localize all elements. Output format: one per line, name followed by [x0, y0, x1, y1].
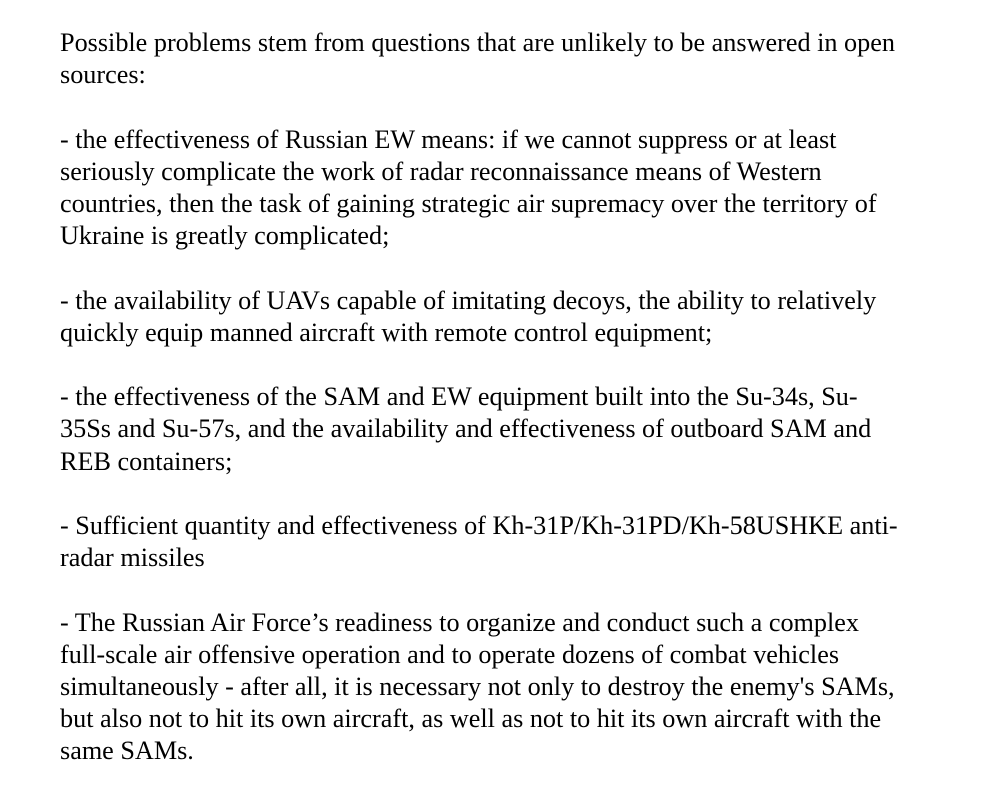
list-item-ew-effectiveness: - the effectiveness of Russian EW means: if we cannot suppress or at least seriously complicate the work of radar reconnaissance means of Western countries, then the task of gaining strategic air supremacy over the territory of Ukraine is greatly complicated; — [60, 124, 877, 251]
list-item-uav-decoys: - the availability of UAVs capable of imitating decoys, the ability to relatively quickly equip manned aircraft with remote control equipment; — [60, 285, 877, 347]
list-item-onboard-sam-ew: - the effectiveness of the SAM and EW equipment built into the Su-34s, Su- 35Ss and Su-57s, and the availability and effectiveness of outboard SAM and REB containers; — [60, 382, 872, 476]
intro-paragraph: Possible problems stem from questions that are unlikely to be answered in open sources: — [60, 28, 895, 90]
list-item-anti-radar-missiles: - Sufficient quantity and effectiveness of Kh-31P/Kh-31PD/Kh-58USHKE anti- radar missiles — [60, 510, 898, 573]
document-body — [60, 27, 960, 768]
list-item-air-force-readiness: - The Russian Air Force’s readiness to organize and conduct such a complex full-scale air offensive operation and to operate dozens of combat vehicles simultaneously - after all, it is necessary not only to destroy the enemy's SAMs, but also not to hit its own aircraft, as well as not to hit its own aircraft with the same SAMs. — [60, 607, 895, 766]
